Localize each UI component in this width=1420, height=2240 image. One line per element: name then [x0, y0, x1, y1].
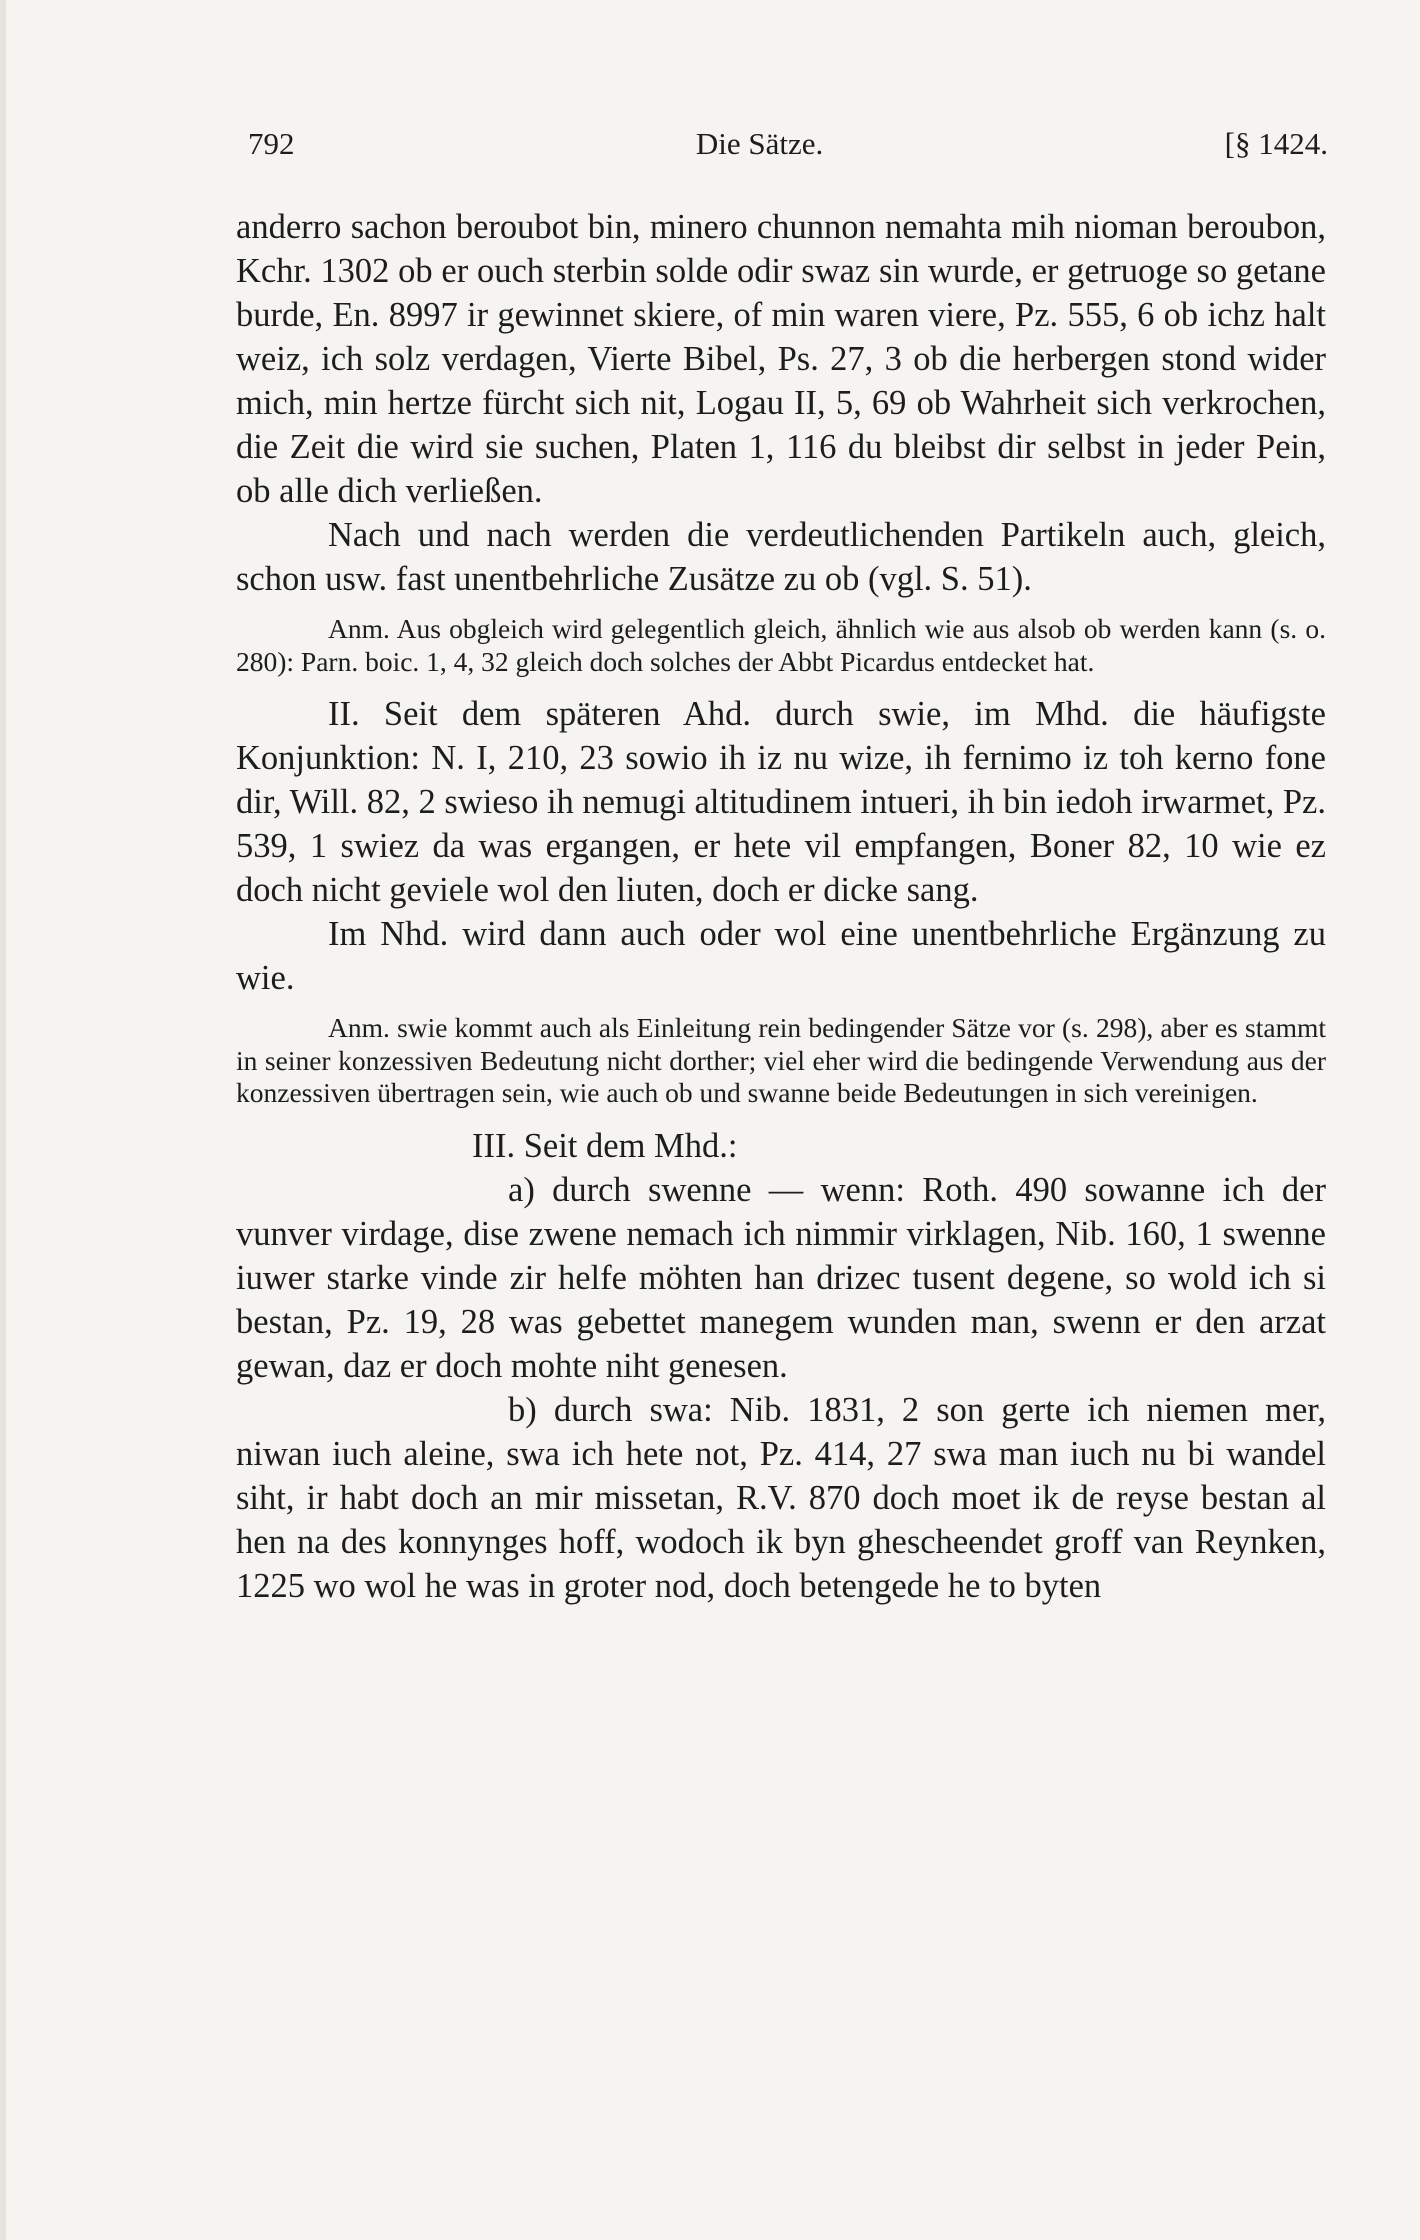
- page-number: 792: [248, 126, 295, 161]
- section-II-paragraph: II. Seit dem späteren Ahd. durch swie, im Mhd. die häufigste Konjunktion: N. I, 210, 23 sowio ih iz nu wize, ih fernimo iz toh kerno fone dir, Will. 82, 2 swieso ih nemugi altitudinem intueri, ih bin iedoh irwarmet, Pz. 539, 1 swiez da was ergangen, er hete vil empfangen, Boner 82, 10 wie ez doch nicht geviele wol den liuten, doch er dicke sang.: [236, 695, 1326, 909]
- section-IIIb-paragraph: b) durch swa: Nib. 1831, 2 son gerte ich niemen mer, niwan iuch aleine, swa ich hete not, Pz. 414, 27 swa man iuch nu bi wandel siht, ir habt doch an mir missetan, R.V. 870 doch moet ik de reyse bestan al hen na des konnynges hoff, wodoch ik byn ghescheendet groff van Reynken, 1225 wo wol he was in groter nod, doch betengede he to byten: [236, 1390, 1326, 1605]
- section-number: [§ 1424.: [1224, 126, 1328, 161]
- section-IIIa-paragraph: a) durch swenne — wenn: Roth. 490 sowanne ich der vunver virdage, dise zwene nemach ich nimmir virklagen, Nib. 160, 1 swenne iuwer starke vinde zir helfe möhten han drizec tusent degene, so wold ich si bestan, Pz. 19, 28 was gebettet manegem wunden man, swenn er den arzat gewan, daz er doch mohte niht genesen.: [236, 1170, 1326, 1385]
- paragraph-nhd: Im Nhd. wird dann auch oder wol eine unentbehrliche Ergänzung zu wie.: [236, 915, 1326, 997]
- running-title: Die Sätze.: [695, 126, 824, 161]
- note-1: Anm. Aus obgleich wird gelegentlich gleich, ähnlich wie aus alsob ob werden kann (s. o. 280): Parn. boic. 1, 4, 32 gleich doch solches der Abbt Picardus entdecket hat.: [236, 613, 1326, 677]
- note-2: Anm. swie kommt auch als Einleitung rein bedingender Sätze vor (s. 298), aber es stammt in seiner konzessiven Bedeutung nicht dorther; viel eher wird die bedingende Verwendung aus der konzessiven übertragen sein, wie auch ob und swanne beide Bedeutungen in sich vereinigen.: [236, 1012, 1326, 1108]
- paragraph-1: anderro sachon beroubot bin, minero chunnon nemahta mih nioman beroubon, Kchr. 1302 ob er ouch sterbin solde odir swaz sin wurde, er getruoge so getane burde, En. 8997 ir gewinnet skiere, of min waren viere, Pz. 555, 6 ob ichz halt weiz, ich solz verdagen, Vierte Bibel, Ps. 27, 3 ob die herbergen stond wider mich, min hertze fürcht sich nit, Logau II, 5, 69 ob Wahrheit sich verkrochen, die Zeit die wird sie suchen, Platen 1, 116 du bleibst dir selbst in jeder Pein, ob alle dich verließen.: [236, 208, 1326, 510]
- running-header: [248, 126, 1328, 162]
- paragraph-2: Nach und nach werden die verdeutlichenden Partikeln auch, gleich, schon usw. fast unentbehrliche Zusätze zu ob (vgl. S. 51).: [236, 516, 1326, 598]
- page-edge: [0, 0, 6, 2240]
- section-III-heading: III. Seit dem Mhd.:: [472, 1126, 738, 1165]
- body-text: [236, 205, 1326, 1608]
